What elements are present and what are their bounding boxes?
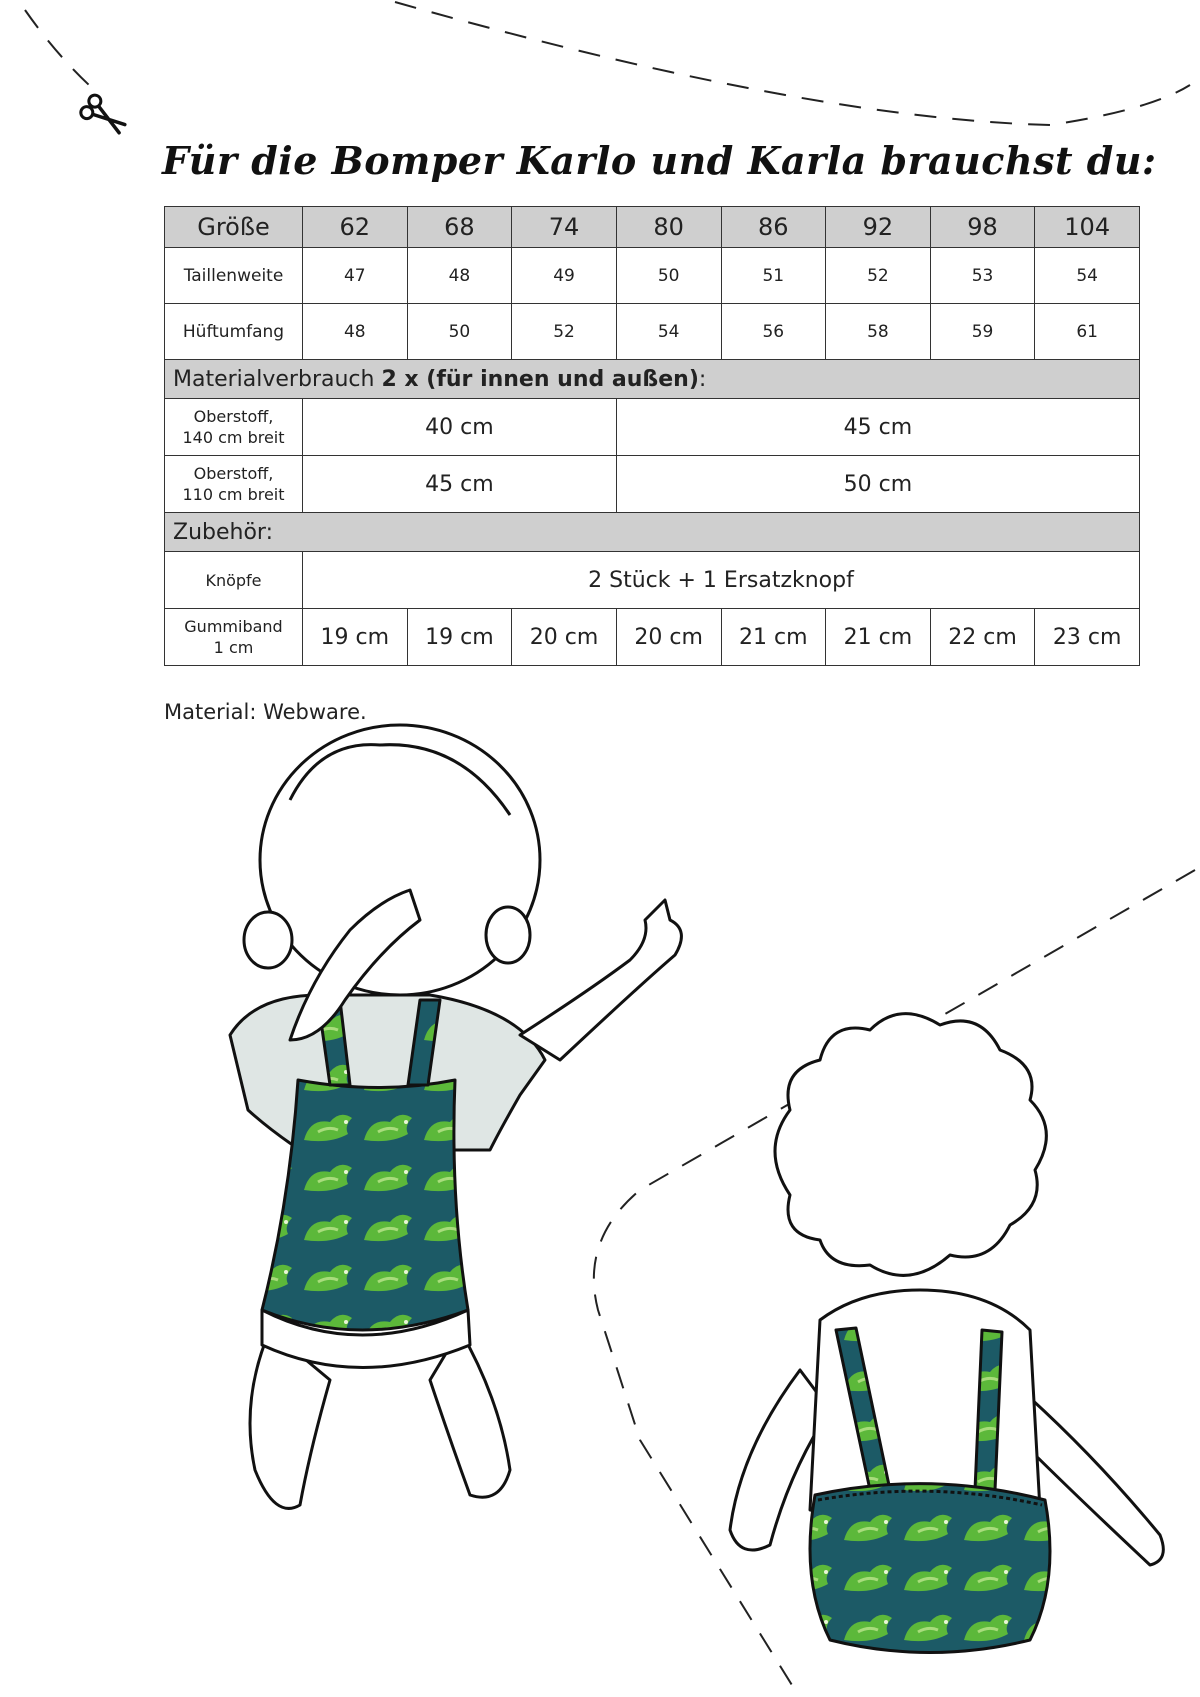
header-label: Größe xyxy=(165,207,303,248)
table-cell: 47 xyxy=(303,248,408,304)
table-cell: 40 cm xyxy=(303,399,617,456)
row-label: Oberstoff, 140 cm breit xyxy=(165,399,303,456)
toddler-front-illustration xyxy=(230,725,681,1508)
table-cell: 58 xyxy=(826,304,931,360)
page-title: Für die Bomper Karlo und Karla brauchst du: xyxy=(162,138,1157,183)
table-cell: 19 cm xyxy=(407,609,512,666)
table-cell: 23 cm xyxy=(1035,609,1140,666)
table-cell: 50 cm xyxy=(616,456,1139,513)
size-cell: 62 xyxy=(303,207,408,248)
size-cell: 98 xyxy=(930,207,1035,248)
table-cell: 21 cm xyxy=(721,609,826,666)
material-prefix: Materialverbrauch xyxy=(173,366,382,392)
row-label: Taillenweite xyxy=(165,248,303,304)
accessories-heading: Zubehör: xyxy=(165,513,1140,552)
material-note: Material: Webware. xyxy=(164,700,367,724)
table-cell: 20 cm xyxy=(512,609,617,666)
size-cell: 92 xyxy=(826,207,931,248)
table-cell: 54 xyxy=(616,304,721,360)
table-cell: 45 cm xyxy=(303,456,617,513)
table-cell: 21 cm xyxy=(826,609,931,666)
size-cell: 86 xyxy=(721,207,826,248)
row-label: Gummiband 1 cm xyxy=(165,609,303,666)
table-cell: 54 xyxy=(1035,248,1140,304)
table-cell: 53 xyxy=(930,248,1035,304)
table-cell: 51 xyxy=(721,248,826,304)
table-cell: 2 Stück + 1 Ersatzknopf xyxy=(303,552,1140,609)
table-cell: 20 cm xyxy=(616,609,721,666)
toddler-back-illustration xyxy=(730,1014,1163,1653)
row-label: Hüftumfang xyxy=(165,304,303,360)
size-cell: 68 xyxy=(407,207,512,248)
table-cell: 45 cm xyxy=(616,399,1139,456)
size-cell: 104 xyxy=(1035,207,1140,248)
size-cell: 74 xyxy=(512,207,617,248)
table-cell: 49 xyxy=(512,248,617,304)
table-cell: 50 xyxy=(616,248,721,304)
material-bold: 2 x (für innen und außen) xyxy=(381,366,699,392)
table-cell: 56 xyxy=(721,304,826,360)
material-suffix: : xyxy=(698,366,707,392)
table-cell: 22 cm xyxy=(930,609,1035,666)
size-cell: 80 xyxy=(616,207,721,248)
table-cell: 48 xyxy=(303,304,408,360)
row-label: Oberstoff, 110 cm breit xyxy=(165,456,303,513)
table-cell: 61 xyxy=(1035,304,1140,360)
table-cell: 19 cm xyxy=(303,609,408,666)
table-cell: 48 xyxy=(407,248,512,304)
table-cell: 59 xyxy=(930,304,1035,360)
table-cell: 52 xyxy=(826,248,931,304)
table-cell: 50 xyxy=(407,304,512,360)
table-cell: 52 xyxy=(512,304,617,360)
row-label: Knöpfe xyxy=(165,552,303,609)
